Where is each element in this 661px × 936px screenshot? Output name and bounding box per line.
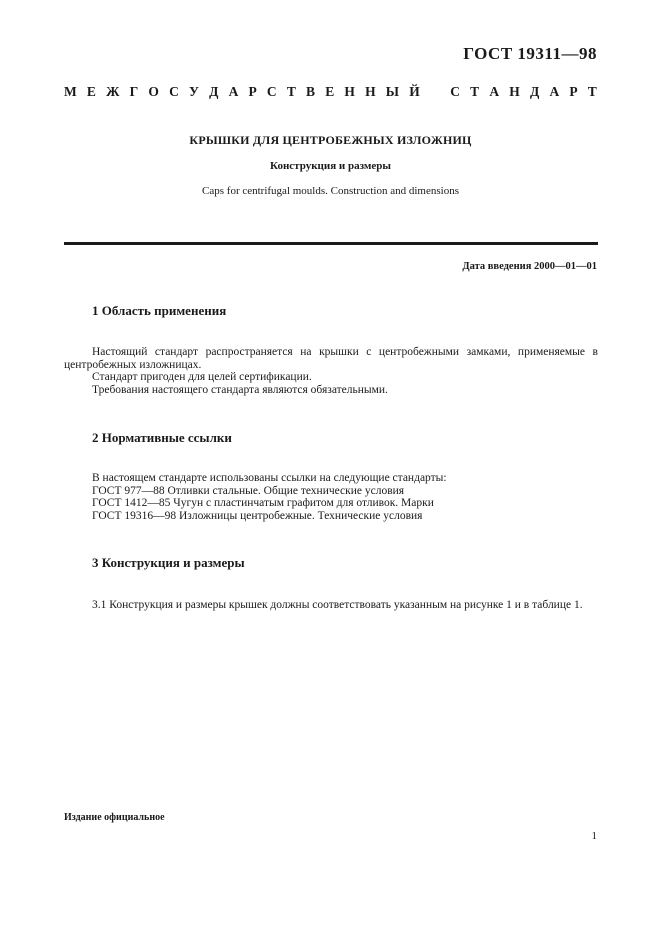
section-1-body <box>64 346 598 396</box>
section-1-line-2: Стандарт пригоден для целей сертификации. <box>92 371 312 383</box>
banner-letter: Д <box>209 84 219 99</box>
banner-letter: Н <box>365 84 376 99</box>
document-code: ГОСТ 19311—98 <box>463 44 597 63</box>
reference-gost-977: ГОСТ 977—88 Отливки стальные. Общие технические условия <box>92 484 405 497</box>
section-1-line-1: Настоящий стандарт распространяется на крышки с центробежными замками, применяемые в центробежных изложницах. <box>64 346 598 371</box>
banner-letter: Ж <box>106 84 120 99</box>
banner-letter: С <box>450 84 460 99</box>
section-2-body <box>64 472 598 522</box>
page-number: 1 <box>591 830 597 842</box>
banner-letter: А <box>549 84 560 99</box>
title-divider <box>64 242 598 245</box>
banner-letter: Е <box>325 84 335 99</box>
edition-label: Издание официальное <box>64 812 165 823</box>
banner-letter: Т <box>286 84 296 99</box>
document-subtitle: Конструкция и размеры <box>270 160 391 172</box>
banner-letter: Т <box>470 84 480 99</box>
section-3-body <box>64 599 598 612</box>
section-2-heading: 2 Нормативные ссылки <box>92 430 232 445</box>
reference-gost-19316: ГОСТ 19316—98 Изложницы центробежные. Технические условия <box>92 509 423 522</box>
english-title: Caps for centrifugal moulds. Construction and dimensions <box>202 185 459 197</box>
section-3-line-1: 3.1 Конструкция и размеры крышек должны соответствовать указанным на рисунке 1 и в таблице 1. <box>92 599 583 611</box>
banner-letter: С <box>169 84 179 99</box>
banner-letter: А <box>489 84 500 99</box>
banner-letter: Й <box>409 84 420 99</box>
document-title: КРЫШКИ ДЛЯ ЦЕНТРОБЕЖНЫХ ИЗЛОЖНИЦ <box>189 133 472 147</box>
standard-banner <box>64 84 597 100</box>
banner-letter: Т <box>587 84 597 99</box>
section-3-heading: 3 Конструкция и размеры <box>92 555 245 570</box>
banner-letter: Д <box>529 84 540 99</box>
reference-gost-1412: ГОСТ 1412—85 Чугун с пластинчатым графитом для отливок. Марки <box>92 497 434 509</box>
banner-letter: Г <box>129 84 139 99</box>
banner-letter: С <box>266 84 277 99</box>
banner-letter: В <box>306 84 316 99</box>
banner-letter: М <box>64 84 77 99</box>
banner-letter: Е <box>86 84 96 99</box>
section-1-line-3: Требования настоящего стандарта являются обязательными. <box>92 383 388 396</box>
banner-letter: А <box>228 84 239 99</box>
banner-letter: Н <box>509 84 520 99</box>
banner-letter: У <box>189 84 199 99</box>
banner-letter: Ы <box>385 84 400 99</box>
introduction-date: Дата введения 2000—01—01 <box>462 261 597 272</box>
section-2-line-1: В настоящем стандарте использованы ссылки на следующие стандарты: <box>92 472 447 484</box>
banner-letter: Р <box>569 84 578 99</box>
section-1-heading: 1 Область применения <box>92 303 227 318</box>
banner-letter: Р <box>248 84 257 99</box>
banner-letter: Н <box>344 84 355 99</box>
banner-letter: О <box>148 84 159 99</box>
